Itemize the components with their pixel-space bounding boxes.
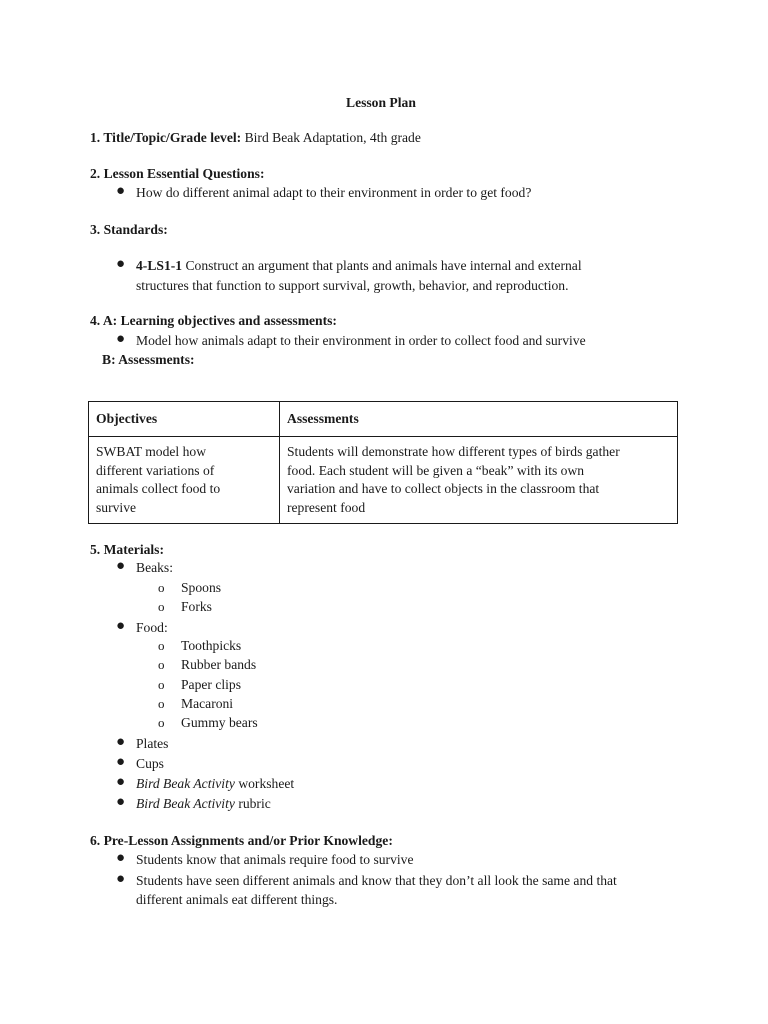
bullet-icon: ● xyxy=(116,558,126,574)
bullet-icon: ● xyxy=(116,754,126,770)
bullet-icon: ● xyxy=(116,850,126,866)
sub-bullet-icon: o xyxy=(158,599,165,614)
bullet-icon: ● xyxy=(116,734,126,750)
page-title: Lesson Plan xyxy=(346,95,416,110)
list-item xyxy=(136,796,271,812)
sub-list-item: Spoons xyxy=(181,580,222,595)
section-3-label: 3. Standards: xyxy=(90,222,168,237)
standard-line-1 xyxy=(136,258,582,274)
list-item xyxy=(136,776,294,792)
bullet-icon: ● xyxy=(116,794,126,810)
bullet-icon: ● xyxy=(116,256,126,272)
standard-line-2: structures that function to support survival, growth, behavior, and reproduction. xyxy=(136,278,569,293)
sub-bullet-icon: o xyxy=(158,638,165,653)
list-item: How do different animal adapt to their environment in order to get food? xyxy=(136,185,532,200)
table-cell-objective xyxy=(89,437,280,524)
section-4-label: 4. A: Learning objectives and assessments: xyxy=(90,313,337,328)
bullet-icon: ● xyxy=(116,183,126,199)
list-item: Cups xyxy=(136,756,164,771)
rubric-suffix: rubric xyxy=(238,796,271,811)
cell-line: Students will demonstrate how different types of birds gather xyxy=(287,444,620,459)
sub-bullet-icon: o xyxy=(158,715,165,730)
sub-list-item: Gummy bears xyxy=(181,715,258,730)
section-1 xyxy=(90,130,421,146)
list-item: Students know that animals require food to survive xyxy=(136,852,414,867)
sub-list-item: Toothpicks xyxy=(181,638,242,653)
cell-line: food. Each student will be given a “beak” with its own xyxy=(287,462,585,478)
table-header-cell: Objectives xyxy=(89,402,280,437)
sub-list-item: Forks xyxy=(181,599,212,614)
table-header-row xyxy=(89,402,678,437)
sub-list-item: Paper clips xyxy=(181,677,242,692)
sub-list-item: Rubber bands xyxy=(181,657,257,672)
sub-bullet-icon: o xyxy=(158,677,165,692)
section-1-value: Bird Beak Adaptation, 4th grade xyxy=(244,130,421,145)
bullet-icon: ● xyxy=(116,774,126,790)
list-item: Plates xyxy=(136,736,169,751)
section-2-label: 2. Lesson Essential Questions: xyxy=(90,166,265,181)
rubric-title: Bird Beak Activity xyxy=(136,796,235,811)
list-item-continuation: different animals eat different things. xyxy=(136,892,338,907)
sub-bullet-icon: o xyxy=(158,696,165,711)
sub-list-item: Macaroni xyxy=(181,696,234,711)
cell-line: animals collect food to xyxy=(96,481,221,496)
list-item: Food: xyxy=(136,620,168,635)
sub-bullet-icon: o xyxy=(158,657,165,672)
sub-bullet-icon: o xyxy=(158,580,165,595)
list-item: Model how animals adapt to their environment in order to collect food and survive xyxy=(136,333,586,348)
cell-line: different variations of xyxy=(96,462,215,478)
standard-text-1: Construct an argument that plants and animals have internal and external xyxy=(185,258,582,273)
bullet-icon: ● xyxy=(116,618,126,634)
table-cell-assessment xyxy=(280,437,678,524)
section-6-label: 6. Pre-Lesson Assignments and/or Prior Knowledge: xyxy=(90,833,393,848)
cell-line: SWBAT model how xyxy=(96,444,207,459)
cell-line: variation and have to collect objects in the classroom that xyxy=(287,481,600,496)
list-item: Students have seen different animals and know that they don’t all look the same and that xyxy=(136,873,617,888)
bullet-icon: ● xyxy=(116,331,126,347)
section-4b-label: B: Assessments: xyxy=(102,352,195,367)
table-row xyxy=(89,437,678,524)
section-1-label: 1. Title/Topic/Grade level: xyxy=(90,130,242,145)
section-5-label: 5. Materials: xyxy=(90,542,164,557)
worksheet-suffix: worksheet xyxy=(238,776,295,791)
bullet-icon: ● xyxy=(116,871,126,887)
cell-line: survive xyxy=(96,499,137,515)
cell-line: represent food xyxy=(287,499,366,515)
standard-code: 4-LS1-1 xyxy=(136,258,183,273)
objectives-assessments-table xyxy=(88,401,678,524)
worksheet-title: Bird Beak Activity xyxy=(136,776,235,791)
list-item: Beaks: xyxy=(136,560,173,575)
table-header-cell: Assessments xyxy=(280,402,678,437)
